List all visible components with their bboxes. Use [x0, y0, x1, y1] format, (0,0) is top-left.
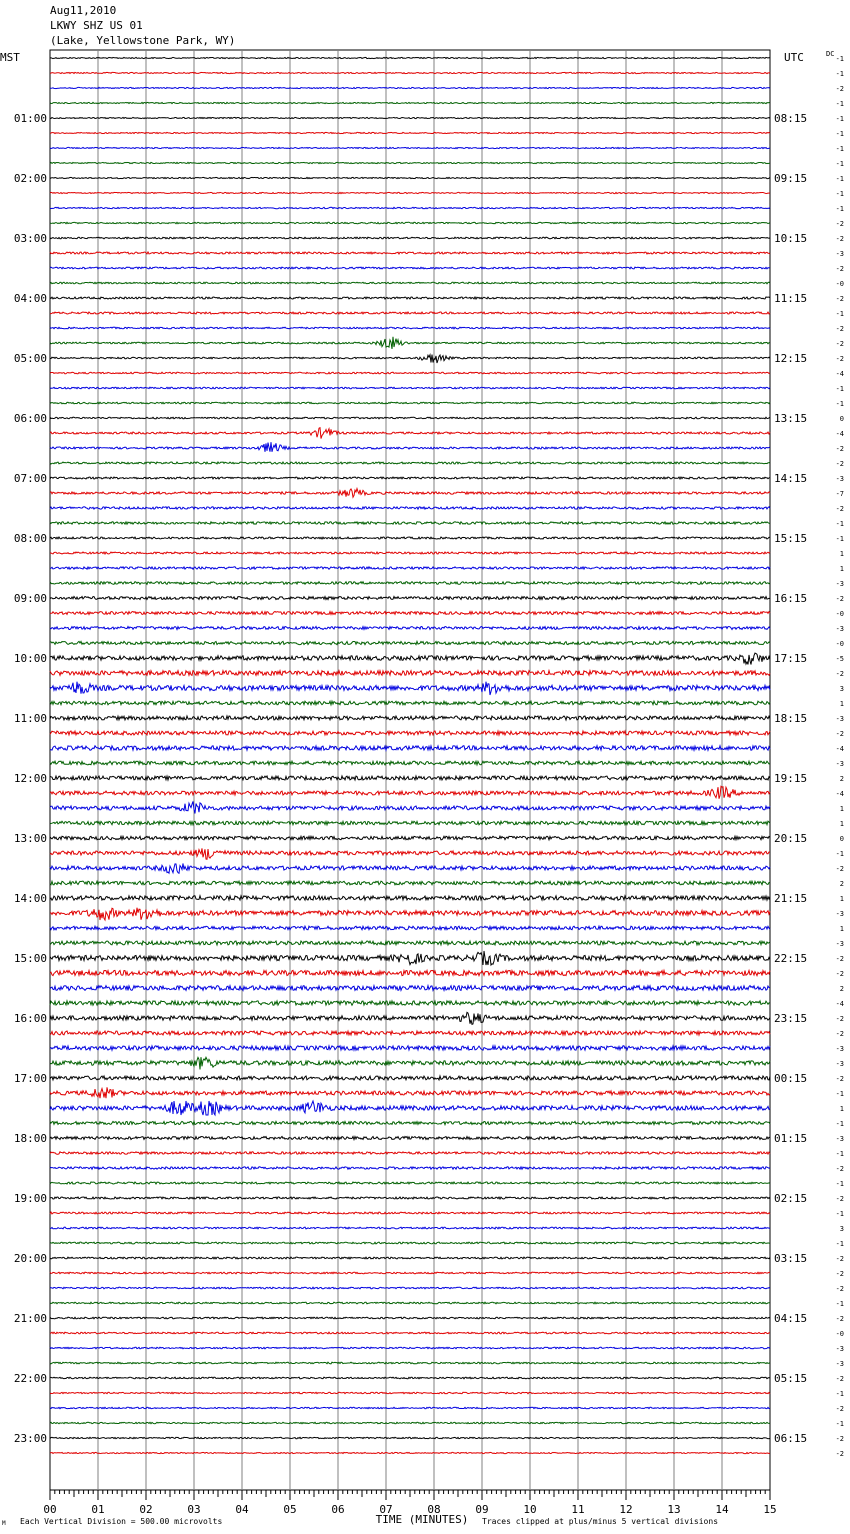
seismic-trace [50, 297, 770, 299]
seismic-trace [50, 312, 770, 314]
hour-label-right: 23:15 [774, 1012, 808, 1025]
hour-label-right: 05:15 [774, 1372, 808, 1385]
seismic-trace [50, 1332, 770, 1334]
seismic-trace [50, 1347, 770, 1349]
dc-offset-label: 2 [839, 985, 844, 993]
dc-offset-label: -2 [835, 955, 844, 963]
x-tick-label: 15 [763, 1503, 777, 1516]
dc-offset-label: 1 [839, 820, 844, 828]
dc-offset-label: -2 [835, 505, 844, 513]
dc-offset-label: -3 [835, 475, 844, 483]
dc-offset-label: -4 [835, 430, 844, 438]
dc-offset-label: 3 [839, 1225, 844, 1233]
x-tick-label: 05 [283, 1503, 297, 1516]
seismic-trace [50, 653, 770, 664]
dc-offset-label: -2 [835, 865, 844, 873]
dc-offset-label: -2 [835, 1285, 844, 1293]
hour-label-left: 02:00 [13, 172, 47, 185]
dc-offset-label: -2 [835, 1270, 844, 1278]
seismic-trace [50, 72, 770, 73]
seismic-trace [50, 1452, 770, 1453]
seismic-trace [50, 1437, 770, 1438]
dc-offset-label: -2 [835, 355, 844, 363]
seismic-trace [50, 132, 770, 133]
hour-label-right: 08:15 [774, 112, 808, 125]
seismic-trace [50, 1422, 770, 1423]
seismic-trace [50, 671, 770, 676]
seismic-trace [50, 207, 770, 208]
hour-label-right: 16:15 [774, 592, 808, 605]
seismic-trace [50, 282, 770, 284]
dc-offset-label: 0 [839, 835, 844, 843]
seismic-trace [50, 477, 770, 479]
hour-label-right: 19:15 [774, 772, 808, 785]
dc-offset-label: -1 [835, 1210, 844, 1218]
dc-offset-label: 2 [839, 880, 844, 888]
seismic-trace [50, 1167, 770, 1169]
footer-mark: M [2, 1520, 6, 1527]
hour-label-left: 16:00 [13, 1012, 47, 1025]
x-tick-label: 14 [715, 1503, 729, 1516]
dc-offset-label: -2 [835, 595, 844, 603]
seismic-trace [50, 746, 770, 750]
dc-offset-label: -4 [835, 1000, 844, 1008]
dc-offset-label: -1 [835, 1120, 844, 1128]
x-tick-label: 06 [331, 1503, 345, 1516]
seismic-trace [50, 1057, 770, 1069]
seismic-trace [50, 417, 770, 419]
dc-offset-label: -1 [835, 160, 844, 168]
hour-label-left: 10:00 [13, 652, 47, 665]
dc-offset-label: -3 [835, 580, 844, 588]
seismic-trace [50, 1076, 770, 1080]
seismic-trace [50, 801, 770, 813]
hour-label-right: 14:15 [774, 472, 808, 485]
footer-clip-note: Traces clipped at plus/minus 5 vertical divisions [482, 1517, 719, 1526]
seismic-trace [50, 462, 770, 464]
dc-offset-label: 0 [839, 415, 844, 423]
dc-offset-label: -0 [835, 610, 844, 618]
seismic-trace [50, 442, 770, 452]
seismic-trace [50, 162, 770, 163]
dc-offset-label: -2 [835, 1165, 844, 1173]
dc-offset-label: -3 [835, 1045, 844, 1053]
dc-offset-label: -3 [835, 940, 844, 948]
dc-offset-label: 1 [839, 1105, 844, 1113]
dc-offset-label: -1 [835, 115, 844, 123]
hour-label-right: 03:15 [774, 1252, 808, 1265]
seismic-trace [50, 1182, 770, 1184]
seismic-trace [50, 776, 770, 780]
dc-offset-label: -1 [835, 190, 844, 198]
dc-offset-label: -1 [835, 520, 844, 528]
hour-label-right: 04:15 [774, 1312, 808, 1325]
hour-label-left: 13:00 [13, 832, 47, 845]
x-tick-label: 00 [43, 1503, 57, 1516]
seismic-trace [50, 786, 770, 798]
seismic-trace [50, 970, 770, 975]
dc-offset-label: -2 [835, 340, 844, 348]
seismic-trace [50, 848, 770, 859]
seismic-trace [50, 489, 770, 498]
dc-offset-label: -3 [835, 1060, 844, 1068]
dc-offset-label: -3 [835, 1345, 844, 1353]
right-timezone-label: UTC [784, 51, 804, 64]
dc-offset-label: 1 [839, 895, 844, 903]
seismic-trace [50, 951, 770, 965]
seismic-trace [50, 1137, 770, 1140]
hour-label-left: 03:00 [13, 232, 47, 245]
dc-offset-label: -2 [835, 1195, 844, 1203]
dc-offset-label: -0 [835, 1330, 844, 1338]
seismic-trace [50, 387, 770, 389]
dc-offset-label: -1 [835, 400, 844, 408]
seismic-trace [50, 402, 770, 404]
chart-date: Aug11,2010 [50, 4, 117, 17]
seismic-trace [50, 986, 770, 991]
x-tick-label: 07 [379, 1503, 393, 1516]
dc-header-label: DC [826, 50, 835, 58]
seismic-trace [50, 908, 770, 920]
hour-label-right: 00:15 [774, 1072, 808, 1085]
seismic-trace [50, 1087, 770, 1098]
x-tick-label: 13 [667, 1503, 681, 1516]
hour-label-left: 14:00 [13, 892, 47, 905]
seismic-trace [50, 1287, 770, 1289]
dc-offset-label: -2 [835, 1075, 844, 1083]
x-tick-label: 09 [475, 1503, 489, 1516]
seismic-trace [50, 641, 770, 644]
dc-offset-label: -4 [835, 745, 844, 753]
hour-label-right: 11:15 [774, 292, 808, 305]
seismic-trace [50, 327, 770, 329]
hour-label-left: 12:00 [13, 772, 47, 785]
seismic-trace [50, 1197, 770, 1199]
dc-offset-label: -2 [835, 670, 844, 678]
seismic-trace [50, 1317, 770, 1319]
seismic-trace [50, 1001, 770, 1005]
hour-label-right: 22:15 [774, 952, 808, 965]
dc-offset-label: -1 [835, 850, 844, 858]
seismic-trace [50, 597, 770, 600]
seismic-trace [50, 1377, 770, 1379]
x-axis-label: TIME (MINUTES) [375, 1513, 469, 1526]
seismic-trace [50, 117, 770, 118]
hour-label-right: 09:15 [774, 172, 808, 185]
hour-label-right: 02:15 [774, 1192, 808, 1205]
hour-label-left: 01:00 [13, 112, 47, 125]
seismic-trace [50, 1362, 770, 1364]
hour-label-left: 15:00 [13, 952, 47, 965]
hour-label-left: 19:00 [13, 1192, 47, 1205]
dc-offset-label: -2 [835, 1255, 844, 1263]
x-tick-label: 03 [187, 1503, 201, 1516]
dc-offset-label: -2 [835, 295, 844, 303]
seismic-trace [50, 57, 770, 58]
dc-offset-label: -1 [835, 1420, 844, 1428]
hour-label-left: 17:00 [13, 1072, 47, 1085]
seismic-trace [50, 1121, 770, 1124]
seismic-trace [50, 192, 770, 193]
seismic-trace [50, 372, 770, 374]
seismic-trace [50, 552, 770, 554]
hour-label-right: 12:15 [774, 352, 808, 365]
seismic-trace [50, 1227, 770, 1229]
seismic-trace [50, 252, 770, 254]
seismic-trace [50, 1242, 770, 1244]
dc-offset-label: -1 [835, 130, 844, 138]
left-timezone-label: MST [0, 51, 20, 64]
footer-scale-note: Each Vertical Division = 500.00 microvolts [20, 1517, 223, 1526]
dc-offset-label: -0 [835, 280, 844, 288]
seismic-trace [50, 222, 770, 223]
dc-offset-label: -1 [835, 100, 844, 108]
seismic-trace [50, 337, 770, 349]
hour-label-left: 07:00 [13, 472, 47, 485]
dc-offset-label: -4 [835, 370, 844, 378]
chart-location: (Lake, Yellowstone Park, WY) [50, 34, 236, 47]
x-tick-label: 02 [139, 1503, 153, 1516]
dc-offset-label: -2 [835, 325, 844, 333]
seismic-trace [50, 1212, 770, 1214]
hour-label-left: 09:00 [13, 592, 47, 605]
dc-offset-label: -2 [835, 445, 844, 453]
hour-label-right: 10:15 [774, 232, 808, 245]
dc-offset-label: -1 [835, 1300, 844, 1308]
hour-label-right: 01:15 [774, 1132, 808, 1145]
dc-offset-label: -7 [835, 490, 844, 498]
dc-offset-label: -1 [835, 145, 844, 153]
dc-offset-label: -1 [835, 205, 844, 213]
dc-offset-label: -1 [835, 175, 844, 183]
seismic-trace [50, 731, 770, 735]
dc-offset-label: -2 [835, 1015, 844, 1023]
seismic-trace [50, 1392, 770, 1393]
seismic-trace [50, 1101, 770, 1115]
dc-offset-label: -4 [835, 790, 844, 798]
hour-label-right: 13:15 [774, 412, 808, 425]
dc-offset-label: 3 [839, 685, 844, 693]
dc-offset-label: -2 [835, 1405, 844, 1413]
seismic-trace [50, 627, 770, 630]
dc-offset-label: -1 [835, 535, 844, 543]
dc-offset-label: 1 [839, 925, 844, 933]
seismic-trace [50, 896, 770, 900]
seismic-trace [50, 1272, 770, 1274]
dc-offset-label: -0 [835, 640, 844, 648]
dc-offset-label: -2 [835, 1435, 844, 1443]
hour-label-left: 08:00 [13, 532, 47, 545]
dc-offset-label: -2 [835, 85, 844, 93]
dc-offset-label: -2 [835, 1375, 844, 1383]
hour-label-left: 05:00 [13, 352, 47, 365]
dc-offset-label: -2 [835, 1315, 844, 1323]
dc-offset-label: -1 [835, 1090, 844, 1098]
seismic-trace [50, 522, 770, 524]
seismic-trace [50, 881, 770, 885]
dc-offset-label: -1 [835, 385, 844, 393]
seismic-trace [50, 102, 770, 103]
seismic-trace [50, 701, 770, 705]
dc-offset-label: -2 [835, 730, 844, 738]
dc-offset-label: 1 [839, 805, 844, 813]
seismic-trace [50, 87, 770, 88]
seismic-trace [50, 821, 770, 825]
x-tick-label: 08 [427, 1503, 441, 1516]
dc-offset-label: -1 [835, 1180, 844, 1188]
dc-offset-label: -2 [835, 265, 844, 273]
dc-offset-label: -1 [835, 70, 844, 78]
dc-offset-label: 2 [839, 775, 844, 783]
dc-offset-label: -3 [835, 625, 844, 633]
dc-offset-label: -1 [835, 1240, 844, 1248]
dc-offset-label: -3 [835, 760, 844, 768]
seismic-trace [50, 355, 770, 364]
seismic-trace [50, 237, 770, 239]
hour-label-left: 06:00 [13, 412, 47, 425]
seismic-trace [50, 761, 770, 765]
hour-label-left: 22:00 [13, 1372, 47, 1385]
hour-label-right: 20:15 [774, 832, 808, 845]
seismic-trace [50, 612, 770, 615]
seismic-trace [50, 1407, 770, 1408]
seismic-trace [50, 507, 770, 509]
dc-offset-label: -3 [835, 1360, 844, 1368]
dc-offset-label: -2 [835, 970, 844, 978]
dc-offset-label: -3 [835, 715, 844, 723]
dc-offset-label: -1 [835, 310, 844, 318]
seismic-trace [50, 537, 770, 539]
x-tick-label: 12 [619, 1503, 633, 1516]
seismic-trace [50, 1302, 770, 1304]
x-tick-label: 01 [91, 1503, 105, 1516]
hour-label-right: 18:15 [774, 712, 808, 725]
seismic-trace [50, 1046, 770, 1050]
seismic-trace [50, 567, 770, 569]
chart-station: LKWY SHZ US 01 [50, 19, 143, 32]
hour-label-left: 21:00 [13, 1312, 47, 1325]
x-tick-label: 04 [235, 1503, 249, 1516]
dc-offset-label: -2 [835, 1450, 844, 1458]
dc-offset-label: 1 [839, 565, 844, 573]
dc-offset-label: -2 [835, 460, 844, 468]
hour-label-left: 04:00 [13, 292, 47, 305]
hour-label-left: 11:00 [13, 712, 47, 725]
seismic-trace [50, 682, 770, 695]
dc-offset-label: -1 [835, 1150, 844, 1158]
dc-offset-label: -3 [835, 1135, 844, 1143]
hour-label-right: 21:15 [774, 892, 808, 905]
dc-offset-label: 1 [839, 550, 844, 558]
hour-label-right: 15:15 [774, 532, 808, 545]
seismic-trace [50, 147, 770, 148]
dc-offset-label: -1 [835, 55, 844, 63]
hour-label-right: 17:15 [774, 652, 808, 665]
seismic-trace [50, 863, 770, 873]
dc-offset-label: -3 [835, 250, 844, 258]
dc-offset-label: -2 [835, 1030, 844, 1038]
seismic-trace [50, 1257, 770, 1259]
seismic-trace [50, 267, 770, 269]
hour-label-left: 20:00 [13, 1252, 47, 1265]
x-tick-label: 10 [523, 1503, 537, 1516]
seismic-trace [50, 428, 770, 439]
seismic-trace [50, 177, 770, 178]
hour-label-left: 18:00 [13, 1132, 47, 1145]
dc-offset-label: 1 [839, 700, 844, 708]
x-tick-label: 11 [571, 1503, 585, 1516]
seismic-trace [50, 582, 770, 585]
dc-offset-label: -3 [835, 910, 844, 918]
seismic-trace [50, 1012, 770, 1024]
seismic-trace [50, 941, 770, 945]
hour-label-left: 23:00 [13, 1432, 47, 1445]
dc-offset-label: -1 [835, 1390, 844, 1398]
seismic-trace [50, 1152, 770, 1154]
seismic-trace [50, 1031, 770, 1035]
seismic-trace [50, 926, 770, 930]
seismic-trace [50, 836, 770, 840]
seismic-trace [50, 716, 770, 720]
dc-offset-label: -2 [835, 235, 844, 243]
dc-offset-label: -2 [835, 220, 844, 228]
hour-label-right: 06:15 [774, 1432, 808, 1445]
dc-offset-label: -5 [835, 655, 844, 663]
